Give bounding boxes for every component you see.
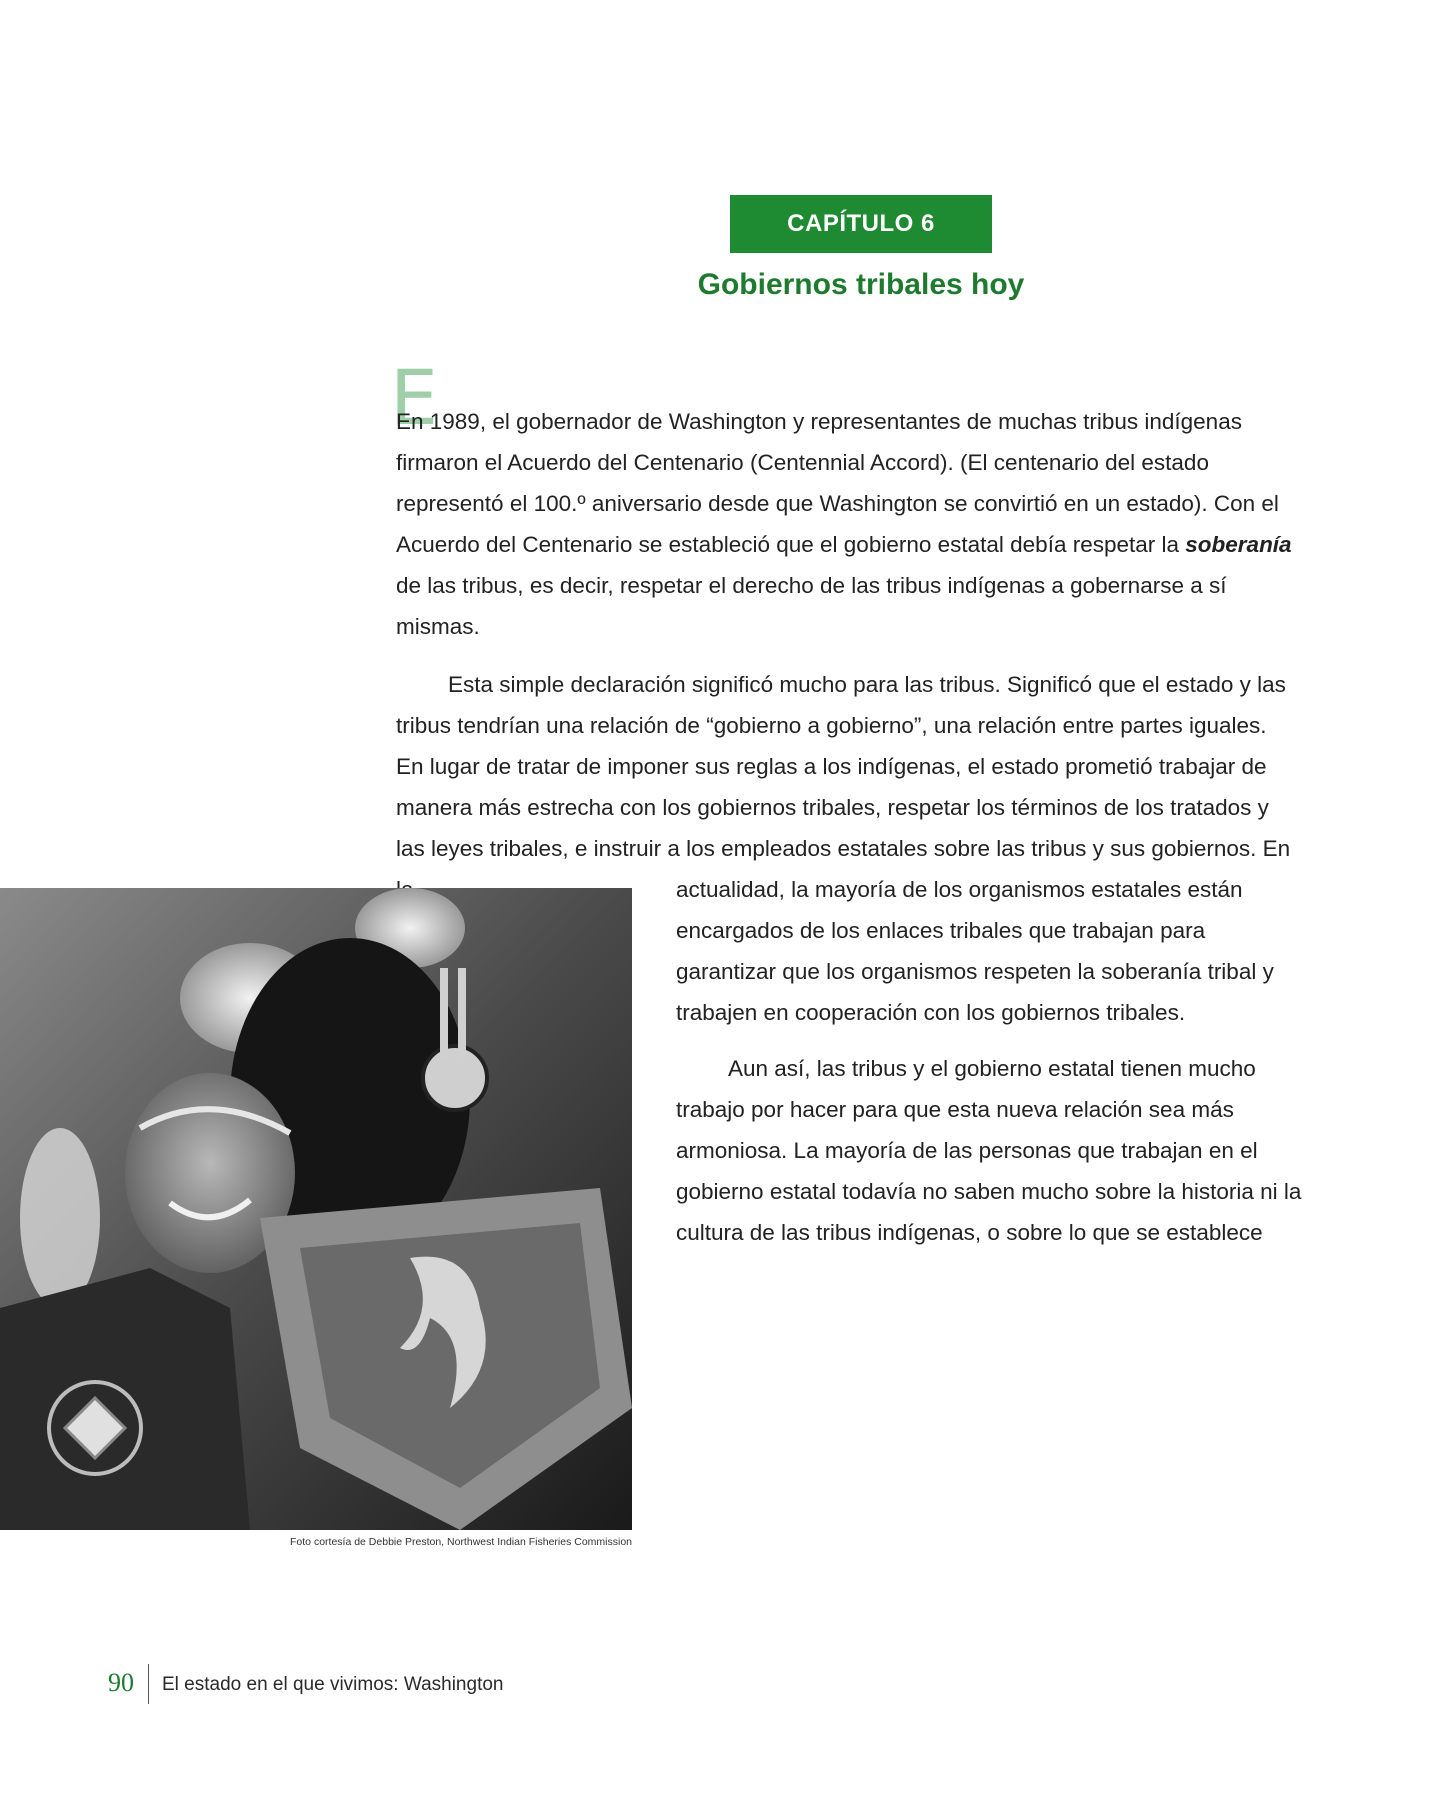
footer-divider bbox=[148, 1664, 149, 1704]
photo-credit: Foto cortesía de Debbie Preston, Northwest Indian Fisheries Commission bbox=[290, 1536, 632, 1548]
paragraph-1-lead: En 1989, el gobernador de Washington y representantes de muchas tribus indígenas firmaron el Acuerdo del Centenario (Centennial Accord). (El centenario del estado representó el 100.º aniversario desde que Washington se convirtió en un estado). Con el Acuerdo del Centenario se estableció que el gobierno estatal debía respetar la bbox=[396, 409, 1279, 557]
chapter-title: Gobiernos tribales hoy bbox=[697, 268, 1025, 301]
paragraph-3: actualidad, la mayoría de los organismos estatales están encargados de los enlaces tribales que trabajan para garantizar que los organismos respeten la soberanía tribal y trabajen en cooperación con los gobiernos tribales. bbox=[676, 877, 1274, 1025]
paragraph-2: Esta simple declaración significó mucho para las tribus. Significó que el estado y las tribus tendrían una relación de “gobierno a gobierno”, una relación entre partes iguales. En lugar de tratar de imponer sus reglas a los indígenas, el estado prometió trabajar de manera más estrecha con los gobiernos tribales, respetar los términos de los tratados y las leyes tribales, e instruir a los empleados estatales sobre las tribus y sus gobiernos. En bbox=[396, 672, 1291, 861]
paragraph-1-tail: de las tribus, es decir, respetar el derecho de las tribus indígenas a gobernarse a sí mismas. bbox=[396, 573, 1227, 639]
paragraph-1 bbox=[396, 401, 1296, 647]
book-title: El estado en el que vivimos: Washington bbox=[162, 1674, 504, 1695]
paragraph-4: Aun así, las tribus y el gobierno estatal tienen mucho trabajo por hacer para que esta nueva relación sea más armoniosa. La mayoría de las personas que trabajan en el gobierno estatal todavía no saben mucho sobre la historia ni la cultura de las tribus indígenas, o sobre lo que se establece bbox=[676, 1056, 1302, 1245]
chapter-label: CAPÍTULO 6 bbox=[787, 210, 935, 237]
term-soberania: soberanía bbox=[1185, 532, 1292, 557]
dancers-photo-illustration bbox=[0, 888, 632, 1530]
drop-cap: E bbox=[390, 353, 439, 442]
page-number: 90 bbox=[108, 1668, 134, 1697]
dancers-photo bbox=[0, 888, 632, 1530]
chapter-badge bbox=[730, 195, 992, 253]
